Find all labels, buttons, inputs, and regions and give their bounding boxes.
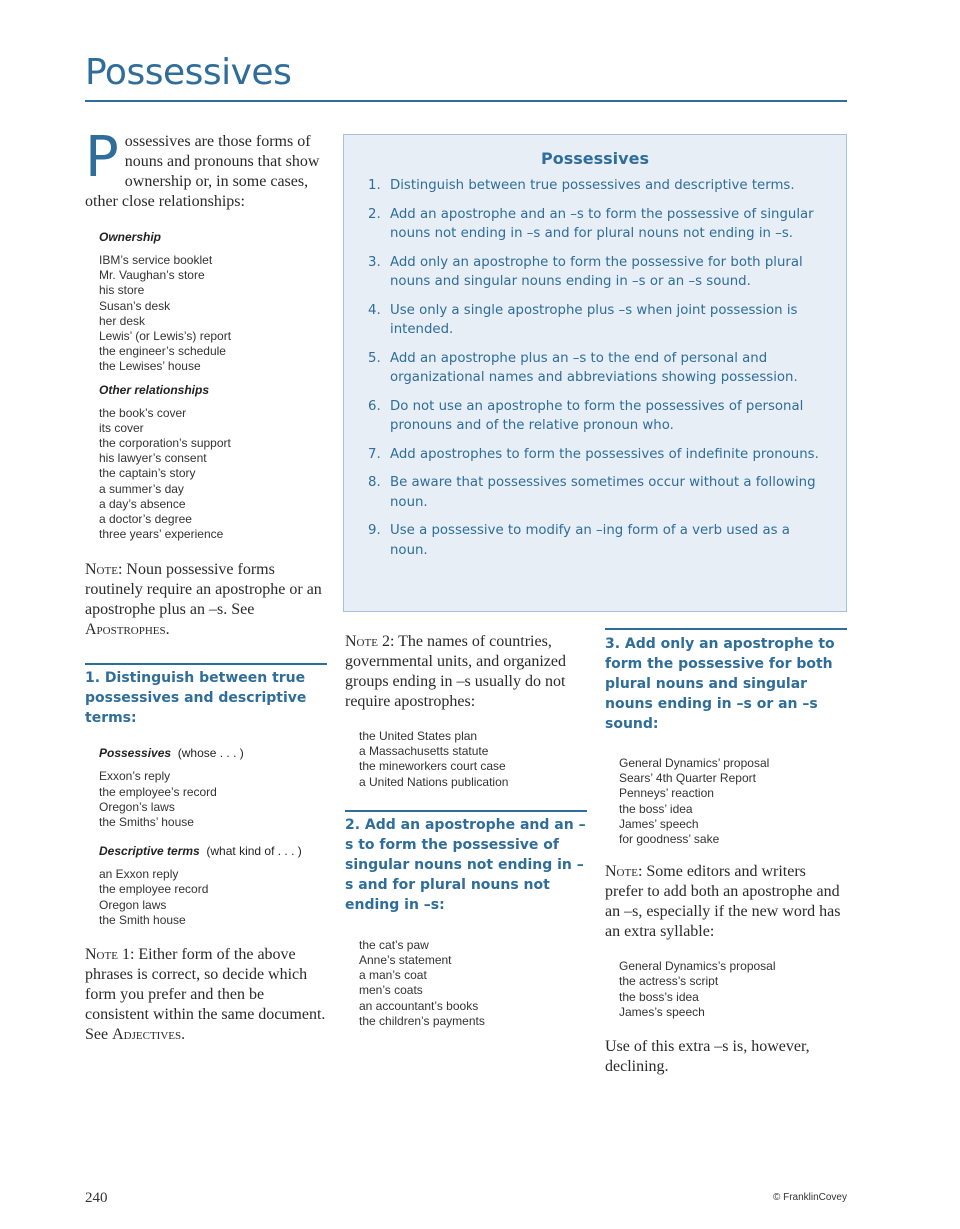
list-item: Susan’s desk [99,298,171,313]
intro-paragraph [85,125,327,212]
list-item: a doctor’s degree [99,512,192,527]
list-item: its cover [99,420,144,435]
descriptive-paren: (what kind of . . . ) [206,844,302,859]
list-item: Lewis’ (or Lewis’s) report [99,329,232,344]
section2-rule [345,810,587,812]
list-item: Sears’ 4th Quarter Report [619,771,756,786]
rule-number: 6. [368,398,381,414]
note-paragraph [85,560,327,640]
column-right [605,628,847,1077]
possessives-label: Possessives [99,746,172,761]
box-rule-item [368,349,828,388]
list-item: three years’ experience [99,527,224,542]
rule-text: Use a possessive to modify an –ing form of a verb used as a noun. [390,523,790,558]
list-item: James’s speech [619,1004,705,1019]
rule-number: 7. [368,446,381,462]
descriptive-list [99,867,327,928]
rule-text: Add apostrophes to form the possessives of indefinite pronouns. [390,446,819,462]
list-item: the boss’s idea [619,989,699,1004]
note-label: Note [85,561,118,579]
rule-number: 5. [368,350,381,366]
list-item: a summer’s day [99,481,184,496]
list-item: Exxon’s reply [99,769,171,784]
adjectives-reference: Adjectives [112,1026,182,1044]
rule-text: Do not use an apostrophe to form the possessives of personal pronouns and of the relative pronoun who. [390,398,804,433]
list-item: Anne’s statement [359,953,452,968]
note2-list [359,729,587,790]
list-item: a United Nations publication [359,774,509,789]
list-item: the United States plan [359,729,478,743]
rule-text: Add only an apostrophe to form the possessive for both plural nouns and singular nouns ending in –s or an –s sound. [390,254,803,289]
possessives-paren: (whose . . . ) [177,746,244,761]
list-item: the engineer’s schedule [99,344,226,359]
note3-paragraph [605,862,847,942]
list-item: the employee’s record [99,784,217,799]
list-item: General Dynamics’s proposal [619,959,776,974]
note-text: : Noun possessive forms routinely require an apostrophe or an apostrophe plus an –s. See [85,561,322,619]
list-item: a Massachusetts statute [359,744,489,759]
ownership-heading: Ownership [99,230,162,244]
intro-text: ossessives are those forms of nouns and pronouns that show ownership or, in some cases, other close relationships: [85,133,320,210]
possessives-summary-box [343,134,847,612]
box-rule-item [368,521,828,560]
note1-label: Note [85,946,118,964]
section1-rule [85,663,327,665]
list-item: men’s coats [359,983,423,998]
ownership-list [99,253,327,375]
page-number: 240 [85,1190,108,1206]
note3-label: Note [605,863,638,881]
rule-number: 4. [368,302,381,318]
rule-number: 1. [368,178,381,193]
copyright: © FranklinCovey [772,1192,847,1203]
list-item: her desk [99,313,146,328]
section3-list [619,756,847,847]
closing-paragraph: Use of this extra –s is, however, declining. [605,1038,810,1076]
list-item: the book’s cover [99,405,187,420]
list-item: the Lewises’ house [99,359,201,374]
other-relationships-heading: Other relationships [99,382,210,397]
list-item: for goodness’ sake [619,832,720,847]
note1-end: . [181,1026,186,1044]
list-item: the mineworkers court case [359,759,506,774]
column-middle [345,632,587,1029]
other-relationships-list [99,406,327,543]
list-item: an accountant’s books [359,998,479,1013]
list-item: the Smiths’ house [99,815,194,830]
list-item: Oregon’s laws [99,799,175,814]
box-rules-list [368,176,828,560]
page-title: Possessives [85,52,292,93]
list-item: his store [99,283,145,298]
note3-list [619,959,847,1020]
possessives-heading [99,746,327,760]
list-item: his lawyer’s consent [99,451,207,466]
section2-list [359,938,587,1029]
list-item: Oregon laws [99,897,167,912]
descriptive-label: Descriptive terms [99,844,200,859]
list-item: an Exxon reply [99,867,179,882]
section3-rule [605,628,847,630]
note3-text: : Some editors and writers prefer to add both an apostrophe and an –s, especially if the new word has an extra syllable: [605,863,841,941]
box-rule-item [368,445,828,465]
apostrophes-reference: Apostrophes [85,621,166,639]
list-item: James’ speech [619,816,699,831]
rule-text: Add an apostrophe plus an –s to the end of personal and organizational names and abbreviations showing possession. [390,350,798,385]
list-item: the actress’s script [619,974,719,989]
list-item: a day’s absence [99,496,186,511]
note1-text: 1: Either form of the above phrases is correct, so decide which form you prefer and then be consistent within the same document. See [85,946,326,1044]
list-item: IBM’s service booklet [99,253,213,267]
list-item: Penneys’ reaction [619,786,714,801]
rule-text: Be aware that possessives sometimes occur without a following noun. [390,475,816,510]
list-item: the corporation’s support [99,436,231,451]
rule-number: 8. [368,475,381,490]
note2-label: Note [345,633,378,650]
note2-paragraph [345,632,587,712]
rule-number: 3. [368,254,381,270]
list-item: the children’s payments [359,1013,485,1028]
list-item: a man’s coat [359,968,427,983]
title-rule [85,100,847,102]
rule-text: Add an apostrophe and an –s to form the possessive of singular nouns not ending in –s and for plural nouns not ending in –s. [390,206,814,241]
list-item: the Smith house [99,912,186,927]
list-item: the employee record [99,882,209,897]
rule-text: Distinguish between true possessives and descriptive terms. [390,178,795,193]
list-item: the boss’ idea [619,801,693,816]
box-rule-item [368,473,828,512]
section3-heading: 3. Add only an apostrophe to form the possessive for both plural nouns and singular nouns ending in –s or an –s sound: [605,636,835,732]
box-rule-item [368,176,828,196]
rule-text: Use only a single apostrophe plus –s when joint possession is intended. [390,302,798,337]
column-left [85,125,327,1045]
box-rule-item [368,397,828,436]
note2-text: 2: The names of countries, governmental units, and organized groups ending in –s usually do not require apostrophes: [345,633,566,710]
rule-number: 2. [368,206,381,222]
list-item: the cat’s paw [359,937,429,952]
note1-paragraph [85,945,327,1045]
rule-number: 9. [368,523,381,538]
section2-heading: 2. Add an apostrophe and an –s to form the possessive of singular nouns not ending in –s and for plural nouns not ending in –s: [345,816,586,913]
box-rule-item [368,253,828,292]
possessives-list [99,769,327,830]
drop-cap: P [85,125,119,190]
box-title: Possessives [541,149,649,168]
note-end: . [165,621,170,639]
list-item: the captain’s story [99,466,196,481]
descriptive-heading [99,844,327,858]
box-rule-item [368,301,828,340]
list-item: General Dynamics’ proposal [619,756,770,770]
section1-heading: 1. Distinguish between true possessives and descriptive terms: [85,670,307,727]
list-item: Mr. Vaughan’s store [99,268,205,283]
box-rule-item [368,205,828,244]
